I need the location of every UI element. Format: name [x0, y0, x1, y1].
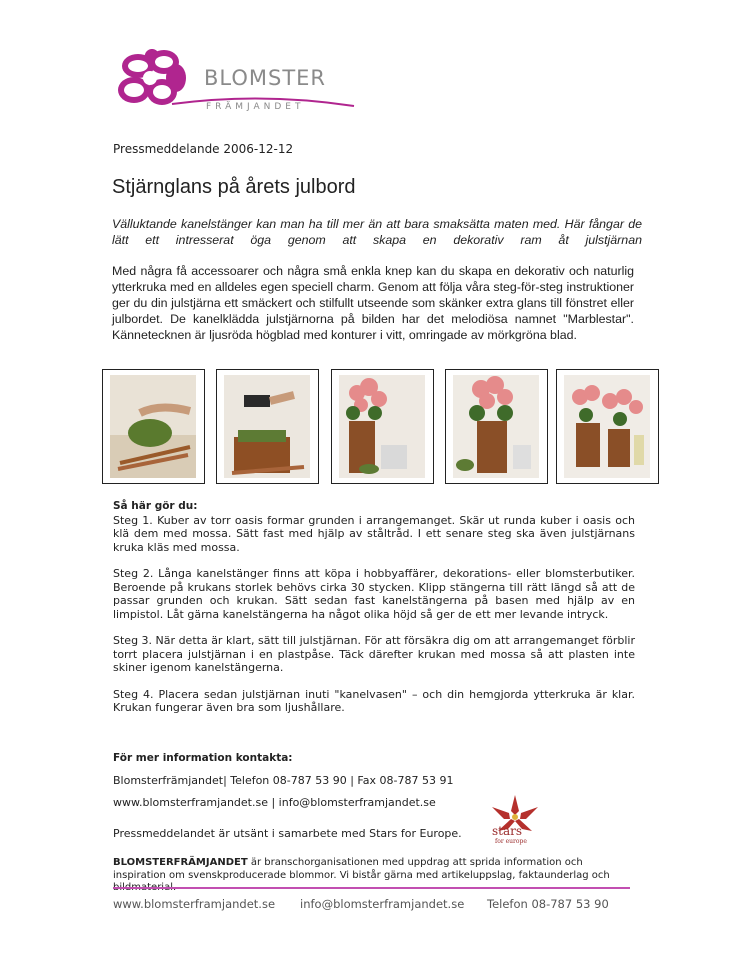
logo-wordmark: BLOMSTER: [204, 66, 327, 90]
logo-subtitle: FRÄMJANDET: [206, 102, 305, 112]
contact-phone-line: Blomsterfrämjandet| Telefon 08-787 53 90 | Fax 08-787 53 91: [113, 774, 454, 787]
contact-web-line[interactable]: www.blomsterframjandet.se | info@blomsterframjandet.se: [113, 796, 436, 809]
step-3: Steg 3. När detta är klart, sätt till julstjärnan. För att försäkra dig om att arrangemanget förblir torrt placera julstjärnan i en plastpåse. Täck därefter krukan med mossa så att plasten inte skiner igenom kanelstängerna.: [113, 634, 635, 674]
svg-text:stars: stars: [492, 824, 523, 838]
contact-heading: För mer information kontakta:: [113, 752, 293, 764]
step-photo-2: [216, 369, 319, 484]
press-date: Pressmeddelande 2006-12-12: [113, 142, 294, 156]
footer-phone: Telefon 08-787 53 90: [487, 897, 609, 911]
organisation-text: är branschorganisationen med uppdrag att sprida information och inspiration om svenskproducerade blommor. Vi bistår gärna med artikeluppslag, faktaunderlag och: [113, 857, 610, 881]
instructions: [113, 500, 635, 728]
footer-divider: [113, 887, 630, 889]
step-2: Steg 2. Långa kanelstänger finns att köpa i hobbyaffärer, dekorations- eller blomsterbutiker. Beroende på krukans storlek behövs cirka 30 stycken. Klipp stängerna till rätt längd så att de passar grunden och krukan. Sätt sedan fast kanelstängerna på basen med hjälp av en limpistol. Låt gärna kanelstängerna ha något olika höjd så ger de ett mer levande intryck.: [113, 567, 635, 621]
body-paragraph: Med några få accessoarer och några små enkla knep kan du skapa en dekorativ och naturlig ytterkruka med en alldeles egen speciell charm. Genom att följa våra steg-för-steg instruktioner ger du din julstjärna ett smäckert och stilfullt utseende som skänker extra glans till fönstret eller julbordet. De kanelklädda julstjärnorna på bilden har det melodiösa namnet "Marblestar". Kännetecknen är ljusröda högblad med konturer i vitt, omringade av mörkgröna blad.: [112, 264, 634, 342]
step-photo-strip: [102, 369, 662, 485]
page-title: Stjärnglans på årets julbord: [112, 176, 356, 198]
organisation-description: [113, 857, 633, 895]
cooperation-note: Pressmeddelandet är utsänt i samarbete med Stars for Europe.: [113, 827, 462, 840]
contact-block: [113, 752, 513, 818]
step-photo-1: [102, 369, 205, 484]
instructions-heading: Så här gör du:: [113, 500, 198, 512]
step-4: Steg 4. Placera sedan julstjärnan inuti "kanelvasen" – och din hemgjorda ytterkruka är klar. Krukan fungerar även bra som ljushållare.: [113, 687, 635, 714]
svg-text:for europe: for europe: [495, 838, 527, 845]
step-photo-3: [331, 369, 434, 484]
step-photo-5: [556, 369, 659, 484]
footer-email-link[interactable]: info@blomsterframjandet.se: [300, 897, 465, 911]
footer-website-link[interactable]: www.blomsterframjandet.se: [113, 897, 276, 911]
organisation-name: BLOMSTERFRÄMJANDET: [113, 857, 248, 868]
step-1: Steg 1. Kuber av torr oasis formar grunden i arrangemanget. Skär ut runda kuber i oasis och klä dem med mossa. Sätt fast med hjälp av ståltråd. I ett senare steg ska även julstjärnans kruka kläs med mossa.: [113, 513, 635, 554]
step-photo-4: [445, 369, 548, 484]
lead-paragraph: Välluktande kanelstänger kan man ha till mer än att bara smaksätta maten med. Här fångar de lätt ett intresserat öga genom att skapa en dekorativ ram åt julstjärnan: [112, 217, 642, 247]
stars-for-europe-logo: [486, 791, 544, 847]
